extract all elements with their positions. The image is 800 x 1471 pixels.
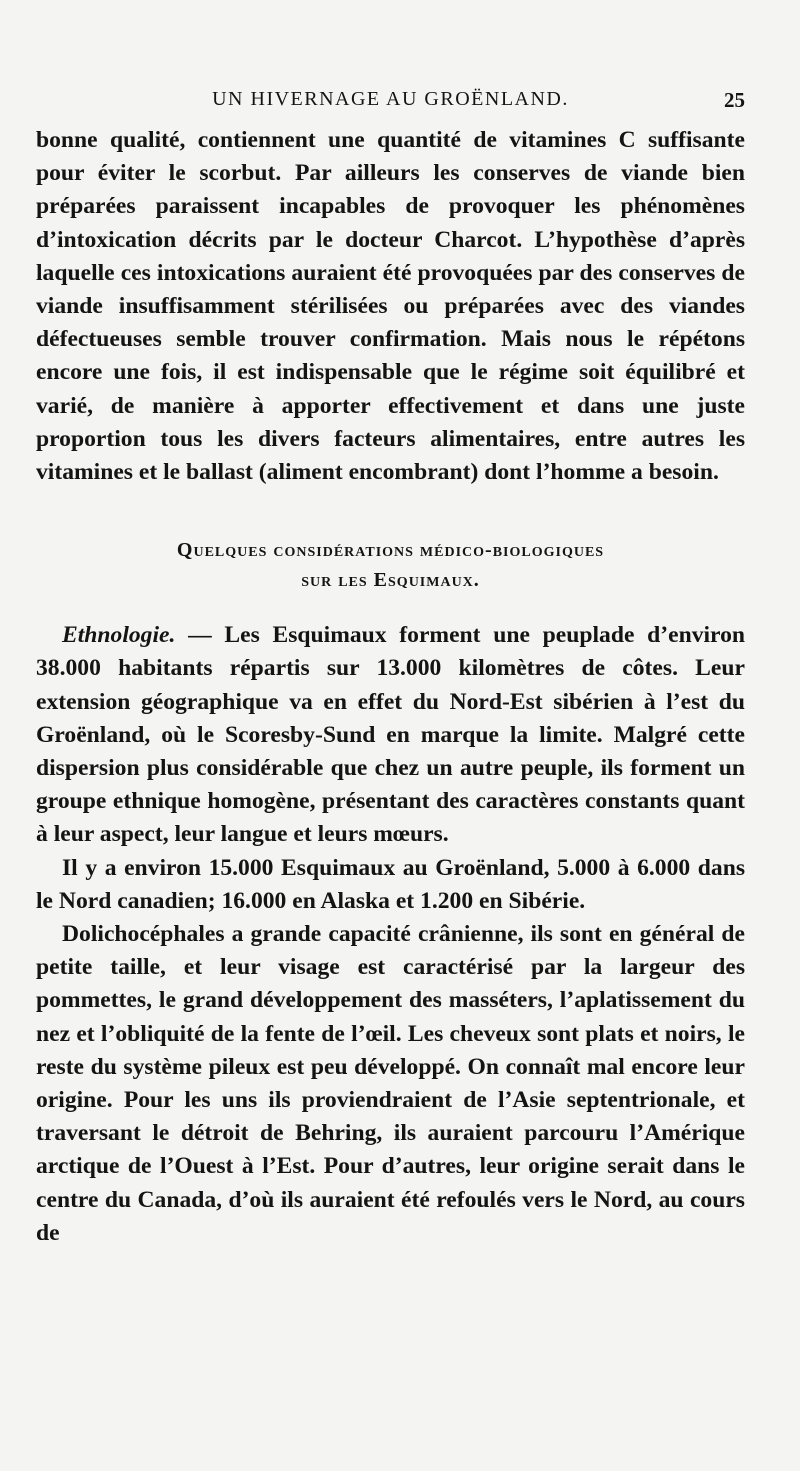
ethnology-lead-in: Ethnologie. <box>62 622 176 649</box>
section-heading-line-1: Quelques considérations médico-biologiques <box>176 539 605 562</box>
lead-dash: — <box>175 622 225 649</box>
section-heading-line-2: sur les Esquimaux. <box>301 569 480 592</box>
ethnology-text: Les Esquimaux forment une peuplade d’environ 38.000 habitants répartis sur 13.000 kilomètres de côtes. Leur extension géographique va en effet du Nord-Est sibérien à l’est du Groënland, où le Scoresby-Sund en marque la limite. Malgré cette dispersion plus considérable que chez un autre peuple, ils forment un groupe ethnique homogène, présentant des caractères constants quant à leur aspect, leur langue et leurs mœurs. <box>36 622 746 848</box>
running-head <box>36 88 745 118</box>
section-heading <box>36 535 745 595</box>
continued-paragraph: bonne qualité, contiennent une quantité de vitamines C suffisante pour éviter le scorbut. Par ailleurs les conserves de viande bien préparées paraissent incapables de provoquer les phénomènes d’intoxication décrits par le docteur Charcot. L’hypothèse d’après laquelle ces intoxications auraient été provoquées par des conserves de viande insuffisamment stérilisées ou préparées avec des viandes défectueuses semble trouver confirmation. Mais nous le répétons encore une fois, il est indispensable que le régime soit équilibré et varié, de manière à apporter effectivement et dans une juste proportion tous les divers facteurs alimentaires, entre autres les vitamines et le ballast (aliment encombrant) dont l’homme a besoin. <box>36 127 745 486</box>
population-paragraph: Il y a environ 15.000 Esquimaux au Groënland, 5.000 à 6.000 dans le Nord canadien; 16.000 en Alaska et 1.200 en Sibérie. <box>36 854 745 914</box>
ethnology-paragraph <box>36 619 745 851</box>
page-number: 25 <box>724 88 745 112</box>
physical-traits-paragraph: Dolichocéphales a grande capacité crânienne, ils sont en général de petite taille, et leur visage est caractérisé par la largeur des pommettes, le grand développement des masséters, l’aplatissement du nez et l’obliquité de la fente de l’œil. Les cheveux sont plats et noirs, le reste du système pileux est peu développé. On connaît mal encore leur origine. Pour les uns ils proviendraient de l’Asie septentrionale, et traversant le détroit de Behring, ils auraient parcouru l’Amérique arctique de l’Ouest à l’Est. Pour d’autres, leur origine serait dans le centre du Canada, d’où ils auraient été refoulés vers le Nord, au cours de <box>36 921 745 1246</box>
running-title: UN HIVERNAGE AU GROËNLAND. <box>212 88 569 110</box>
